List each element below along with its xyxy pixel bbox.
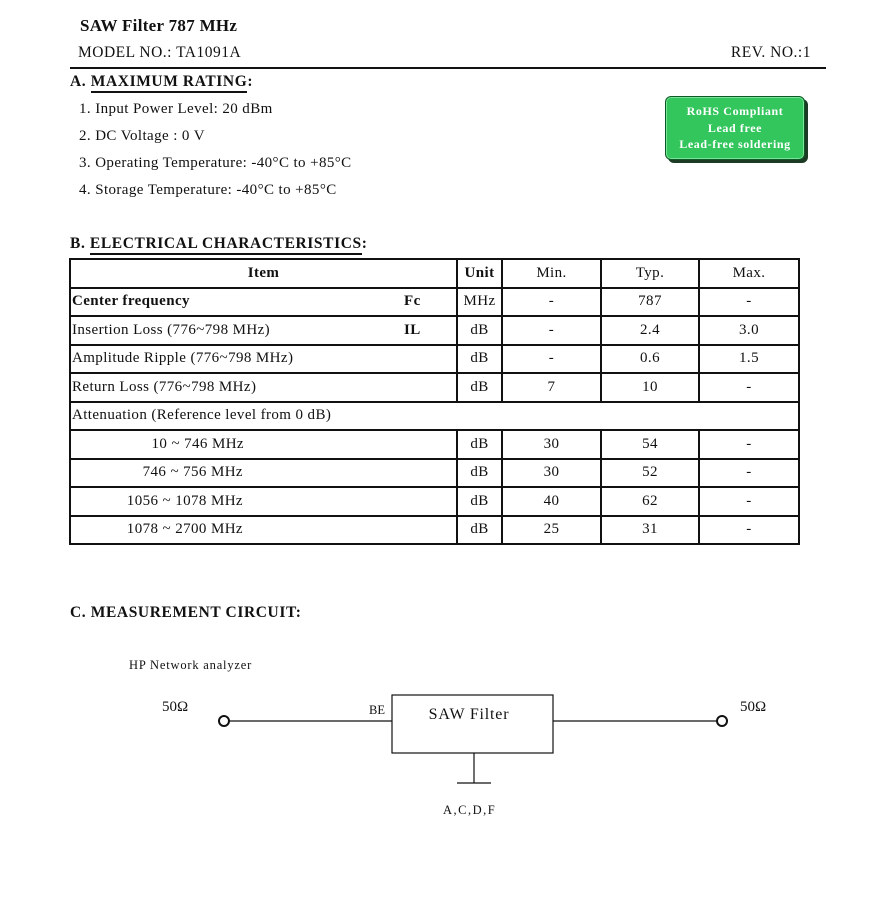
row-typ: 10 [601, 373, 699, 402]
row-unit: dB [457, 430, 502, 459]
attenuation-range: 1078 ~ 2700 MHz [126, 521, 243, 538]
row-max: - [699, 516, 799, 545]
attenuation-range: 1056 ~ 1078 MHz [126, 492, 243, 509]
section-b-suffix: : [361, 235, 368, 252]
header-item: Item [70, 259, 457, 288]
row-item: Center frequency [70, 288, 404, 317]
revision-number: REV. NO.:1 [730, 44, 811, 61]
row-unit: dB [457, 459, 502, 488]
output-port-terminal [717, 716, 727, 726]
rating-item: 2. DC Voltage : 0 V [79, 128, 205, 144]
row-typ: 52 [601, 459, 699, 488]
saw-filter-label: SAW Filter [428, 706, 510, 723]
rating-item: 4. Storage Temperature: -40°C to +85°C [79, 182, 337, 198]
header-min: Min. [502, 259, 601, 288]
row-min: - [502, 316, 601, 345]
row-max: - [699, 459, 799, 488]
input-pins-label: BE [369, 703, 385, 717]
rohs-line-2: Lead free [707, 120, 763, 135]
section-c-heading: C. MEASUREMENT CIRCUIT: [70, 604, 302, 621]
row-typ: 31 [601, 516, 699, 545]
analyzer-label: HP Network analyzer [129, 658, 253, 672]
header-unit: Unit [457, 259, 502, 288]
header-max: Max. [699, 259, 799, 288]
row-min: 40 [502, 487, 601, 516]
row-max: - [699, 288, 799, 317]
row-item: Insertion Loss (776~798 MHz) [70, 316, 404, 345]
row-min: 30 [502, 459, 601, 488]
row-min: - [502, 288, 601, 317]
row-min: - [502, 345, 601, 374]
row-typ: 62 [601, 487, 699, 516]
row-symbol: Fc [404, 288, 457, 317]
ground-pins-label: A,C,D,F [443, 803, 497, 817]
row-typ: 2.4 [601, 316, 699, 345]
row-min: 25 [502, 516, 601, 545]
row-max: - [699, 487, 799, 516]
row-unit: dB [457, 373, 502, 402]
document-title: SAW Filter 787 MHz [80, 16, 238, 35]
row-max: - [699, 373, 799, 402]
row-max: 1.5 [699, 345, 799, 374]
section-a-suffix: : [247, 73, 254, 90]
rating-item: 3. Operating Temperature: -40°C to +85°C [79, 155, 352, 171]
section-a-prefix: A. [70, 73, 91, 90]
section-b-prefix: B. [70, 235, 90, 252]
row-typ: 0.6 [601, 345, 699, 374]
row-min: 7 [502, 373, 601, 402]
section-b-title: ELECTRICAL CHARACTERISTICS [90, 235, 362, 255]
row-max: 3.0 [699, 316, 799, 345]
row-typ: 787 [601, 288, 699, 317]
attenuation-range: 10 ~ 746 MHz [151, 435, 244, 452]
row-unit: dB [457, 487, 502, 516]
row-unit: MHz [457, 288, 502, 317]
output-impedance-label: 50Ω [740, 699, 767, 715]
row-symbol: IL [404, 316, 457, 345]
model-number: MODEL NO.: TA1091A [78, 44, 242, 61]
attenuation-label: Attenuation (Reference level from 0 dB) [70, 402, 799, 431]
header-typ: Typ. [601, 259, 699, 288]
row-min: 30 [502, 430, 601, 459]
rohs-line-1: RoHS Compliant [686, 104, 784, 119]
input-impedance-label: 50Ω [162, 699, 189, 715]
row-max: - [699, 430, 799, 459]
section-a-title: MAXIMUM RATING [91, 73, 248, 93]
rohs-line-3: Lead-free soldering [679, 137, 791, 152]
row-unit: dB [457, 516, 502, 545]
row-item: Return Loss (776~798 MHz) [70, 373, 457, 402]
row-item: Amplitude Ripple (776~798 MHz) [70, 345, 457, 374]
saw-filter-block [392, 695, 553, 753]
row-unit: dB [457, 316, 502, 345]
input-port-terminal [219, 716, 229, 726]
rating-item: 1. Input Power Level: 20 dBm [79, 101, 273, 117]
row-unit: dB [457, 345, 502, 374]
attenuation-range: 746 ~ 756 MHz [142, 464, 243, 481]
row-typ: 54 [601, 430, 699, 459]
